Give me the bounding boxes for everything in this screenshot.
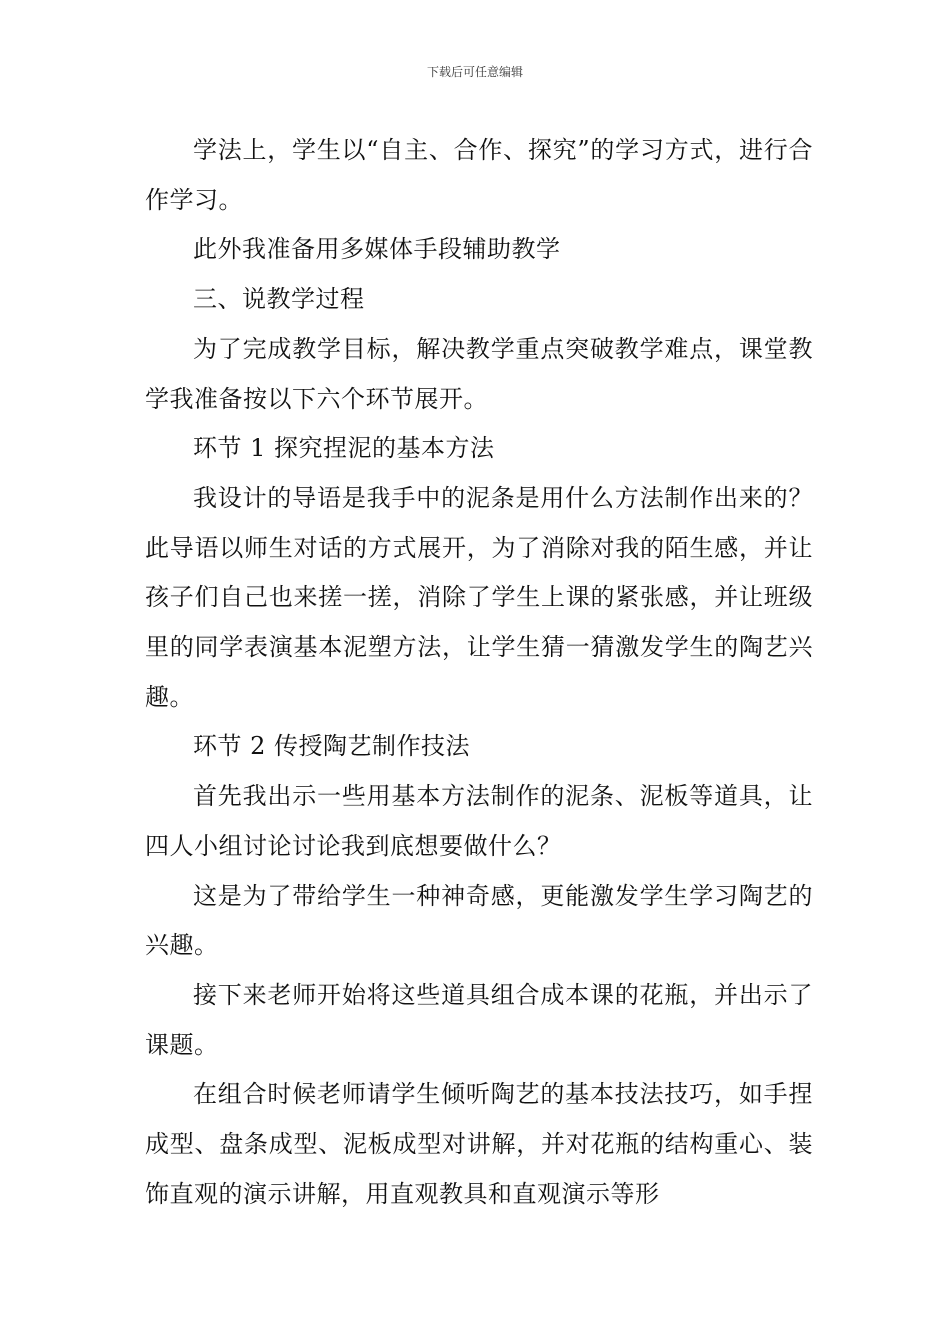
page-header: 下载后可任意编辑 xyxy=(426,65,523,79)
step-2-heading: 环节 2 传授陶艺制作技法 xyxy=(193,732,471,761)
paragraph-show-props: 首先我出示一些用基本方法制作的泥条、泥板等道具，让四人小组讨论讨论我到底想要做什么？ xyxy=(145,782,813,860)
document-body xyxy=(145,126,813,1219)
step-1-heading: 环节 1 探究捏泥的基本方法 xyxy=(193,434,495,463)
paragraph-teaching-goals: 为了完成教学目标，解决教学重点突破教学难点，课堂教学我准备按以下六个环节展开。 xyxy=(145,334,813,413)
paragraph-techniques: 在组合时候老师请学生倾听陶艺的基本技法技巧，如手捏成型、盘条成型、泥板成型对讲解，并对花瓶的结构重心、装饰直观的演示讲解，用直观教具和直观演示等形 xyxy=(145,1080,813,1208)
paragraph-multimedia: 此外我准备用多媒体手段辅助教学 xyxy=(193,235,561,264)
section-heading-teaching-process: 三、说教学过程 xyxy=(193,285,365,314)
paragraph-combine-vase: 接下来老师开始将这些道具组合成本课的花瓶，并出示了课题。 xyxy=(145,980,813,1059)
paragraph-step-1-intro: 我设计的导语是我手中的泥条是用什么方法制作出来的？此导语以师生对话的方式展开，为了消除对我的陌生感，并让孩子们自己也来搓一搓，消除了学生上课的紧张感，并让班级里的同学表演基本泥塑方法，让学生猜一猜激发学生的陶艺兴趣。 xyxy=(145,483,813,711)
paragraph-wonder: 这是为了带给学生一种神奇感，更能激发学生学习陶艺的兴趣。 xyxy=(145,881,813,960)
paragraph-learning-method: 学法上，学生以“自主、合作、探究”的学习方式，进行合作学习。 xyxy=(145,136,813,214)
